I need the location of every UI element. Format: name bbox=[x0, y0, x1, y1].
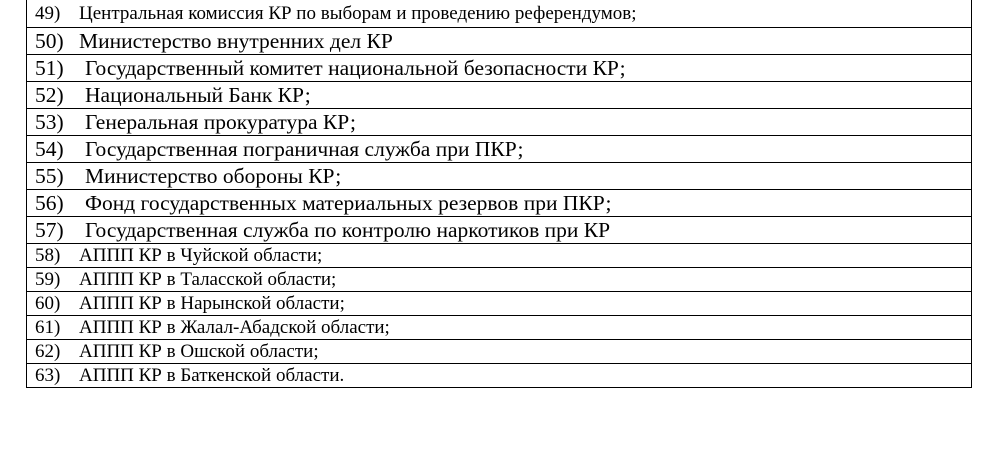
list-row bbox=[27, 82, 972, 109]
item-text: АППП КР в Баткенской области. bbox=[79, 364, 345, 386]
list-cell bbox=[27, 82, 972, 109]
list-row bbox=[27, 244, 972, 268]
item-number: 59) bbox=[35, 268, 61, 290]
item-text: АППП КР в Ошской области; bbox=[79, 340, 319, 362]
list-row bbox=[27, 109, 972, 136]
list-row bbox=[27, 190, 972, 217]
item-number: 54) bbox=[35, 136, 64, 161]
list-cell bbox=[27, 109, 972, 136]
list-row bbox=[27, 292, 972, 316]
list-row bbox=[27, 28, 972, 55]
item-text: Государственная служба по контролю наркотиков при КР bbox=[85, 217, 611, 242]
item-number: 57) bbox=[35, 217, 64, 242]
item-text: АППП КР в Жалал-Абадской области; bbox=[79, 316, 390, 338]
list-row bbox=[27, 316, 972, 340]
item-number: 53) bbox=[35, 109, 64, 134]
list-cell bbox=[27, 364, 972, 388]
list-cell bbox=[27, 163, 972, 190]
list-cell bbox=[27, 0, 972, 28]
item-number: 61) bbox=[35, 316, 61, 338]
list-cell bbox=[27, 268, 972, 292]
item-text: Министерство внутренних дел КР bbox=[79, 28, 393, 53]
list-cell bbox=[27, 292, 972, 316]
item-number: 60) bbox=[35, 292, 61, 314]
list-cell bbox=[27, 28, 972, 55]
item-number: 56) bbox=[35, 190, 64, 215]
list-row bbox=[27, 340, 972, 364]
list-cell bbox=[27, 55, 972, 82]
item-text: Генеральная прокуратура КР; bbox=[85, 109, 356, 134]
list-cell bbox=[27, 316, 972, 340]
item-number: 58) bbox=[35, 244, 61, 266]
list-row bbox=[27, 268, 972, 292]
item-text: Министерство обороны КР; bbox=[85, 163, 342, 188]
list-row bbox=[27, 217, 972, 244]
item-text: Государственная пограничная служба при ПКР; bbox=[85, 136, 524, 161]
item-number: 62) bbox=[35, 340, 61, 362]
list-row bbox=[27, 364, 972, 388]
list-row bbox=[27, 136, 972, 163]
item-text: АППП КР в Таласской области; bbox=[79, 268, 337, 290]
item-number: 63) bbox=[35, 364, 61, 386]
item-number: 51) bbox=[35, 55, 64, 80]
item-number: 49) bbox=[35, 2, 61, 24]
list-row bbox=[27, 0, 972, 28]
item-number: 52) bbox=[35, 82, 64, 107]
list-row bbox=[27, 163, 972, 190]
list-cell bbox=[27, 244, 972, 268]
item-number: 50) bbox=[35, 28, 64, 53]
list-cell bbox=[27, 340, 972, 364]
list-cell bbox=[27, 217, 972, 244]
list-row bbox=[27, 55, 972, 82]
item-text: АППП КР в Нарынской области; bbox=[79, 292, 345, 314]
item-text: Центральная комиссия КР по выборам и проведению референдумов; bbox=[79, 2, 637, 24]
item-number: 55) bbox=[35, 163, 64, 188]
item-text: Фонд государственных материальных резервов при ПКР; bbox=[85, 190, 612, 215]
list-cell bbox=[27, 190, 972, 217]
list-cell bbox=[27, 136, 972, 163]
item-text: Государственный комитет национальной безопасности КР; bbox=[85, 55, 626, 80]
item-text: Национальный Банк КР; bbox=[85, 82, 311, 107]
organizations-list-table bbox=[26, 0, 972, 388]
item-text: АППП КР в Чуйской области; bbox=[79, 244, 323, 266]
